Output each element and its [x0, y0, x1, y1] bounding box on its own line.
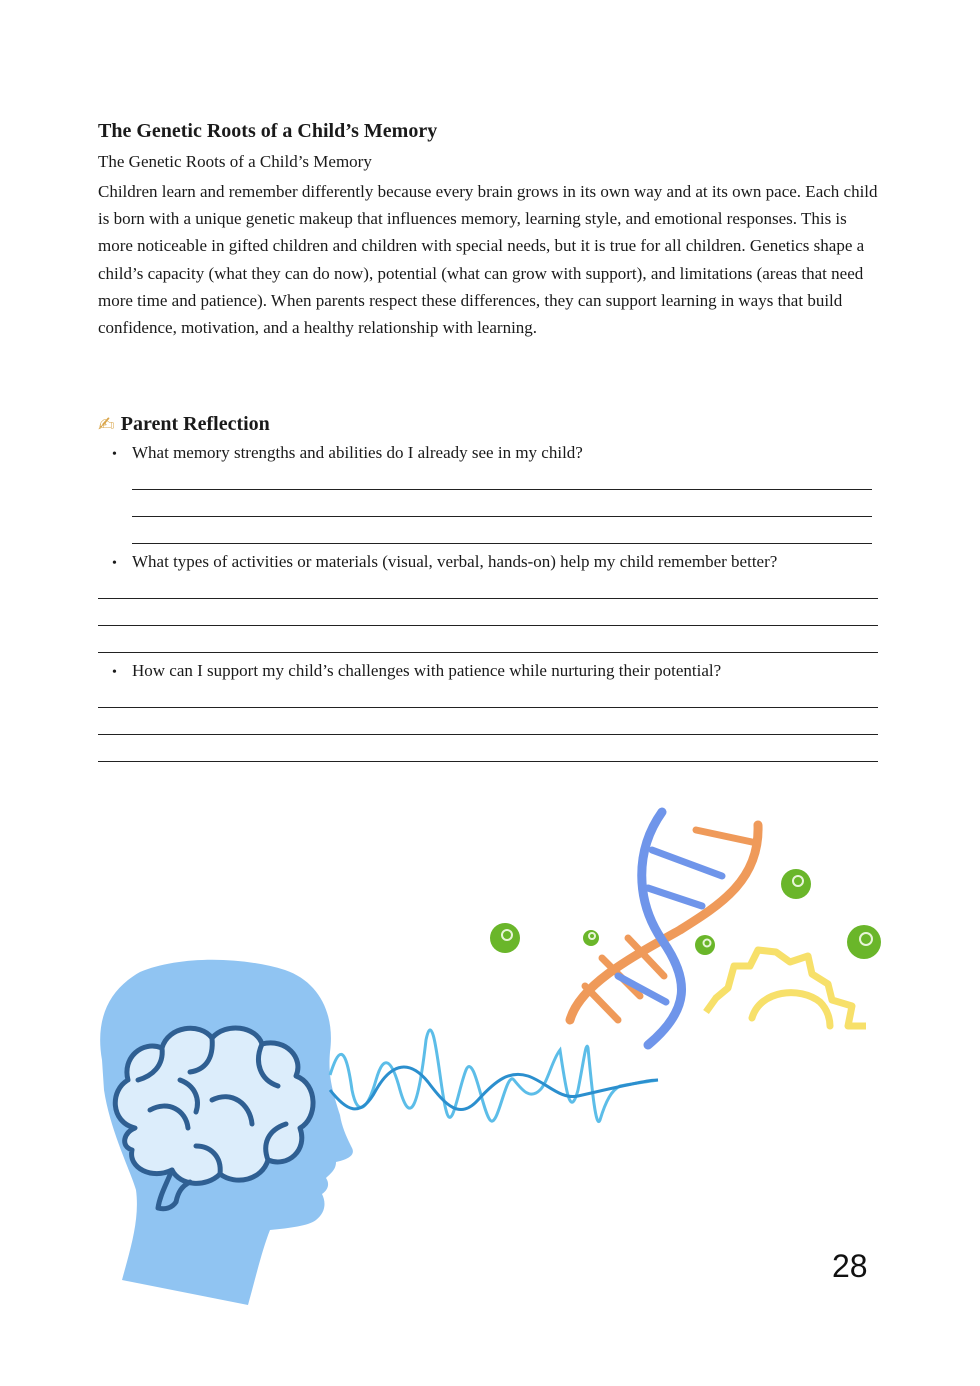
question-text: What types of activities or materials (visual, verbal, hands-on) help my child remember better?	[132, 552, 778, 571]
reflection-question-1	[112, 443, 583, 463]
gear-icon	[706, 950, 866, 1026]
bullet-icon: •	[112, 447, 117, 462]
reflection-question-3	[112, 661, 721, 681]
answer-line[interactable]	[98, 652, 878, 653]
reflection-question-2	[112, 552, 777, 572]
molecule-dots	[490, 869, 881, 959]
dna-icon	[570, 812, 758, 1045]
answer-line[interactable]	[132, 543, 872, 544]
answer-line[interactable]	[98, 761, 878, 762]
answer-line[interactable]	[98, 734, 878, 735]
reflection-heading-label: Parent Reflection	[120, 412, 270, 435]
page-title: The Genetic Roots of a Child’s Memory	[98, 120, 438, 142]
wave-line-light	[330, 1030, 658, 1122]
answer-line[interactable]	[98, 707, 878, 708]
question-text: How can I support my child’s challenges with patience while nurturing their potential?	[132, 661, 722, 680]
bullet-icon: •	[112, 665, 117, 680]
bullet-icon: •	[112, 556, 117, 571]
answer-line[interactable]	[98, 625, 878, 626]
page-number: 28	[832, 1248, 868, 1284]
reflection-heading	[98, 412, 270, 436]
intro-paragraph: Children learn and remember differently because every brain grows in its own way and at its own pace. Each child is born with a unique genetic makeup that influences memory, learning style, and emotional responses. This is more noticeable in gifted children and children with special needs, but it is true for all children. Genetics shape a child’s capacity (what they can do now), potential (what can grow with support), and limitations (areas that need more time and patience). When parents respect these differences, they can support learning in ways that build confidence, motivation, and a healthy relationship with learning.	[98, 182, 878, 338]
answer-line[interactable]	[132, 516, 872, 517]
question-text: What memory strengths and abilities do I already see in my child?	[132, 443, 583, 462]
writing-hand-icon: ✍	[98, 412, 115, 436]
page-subtitle: The Genetic Roots of a Child’s Memory	[98, 152, 372, 171]
answer-line[interactable]	[132, 489, 872, 490]
answer-line[interactable]	[98, 598, 878, 599]
